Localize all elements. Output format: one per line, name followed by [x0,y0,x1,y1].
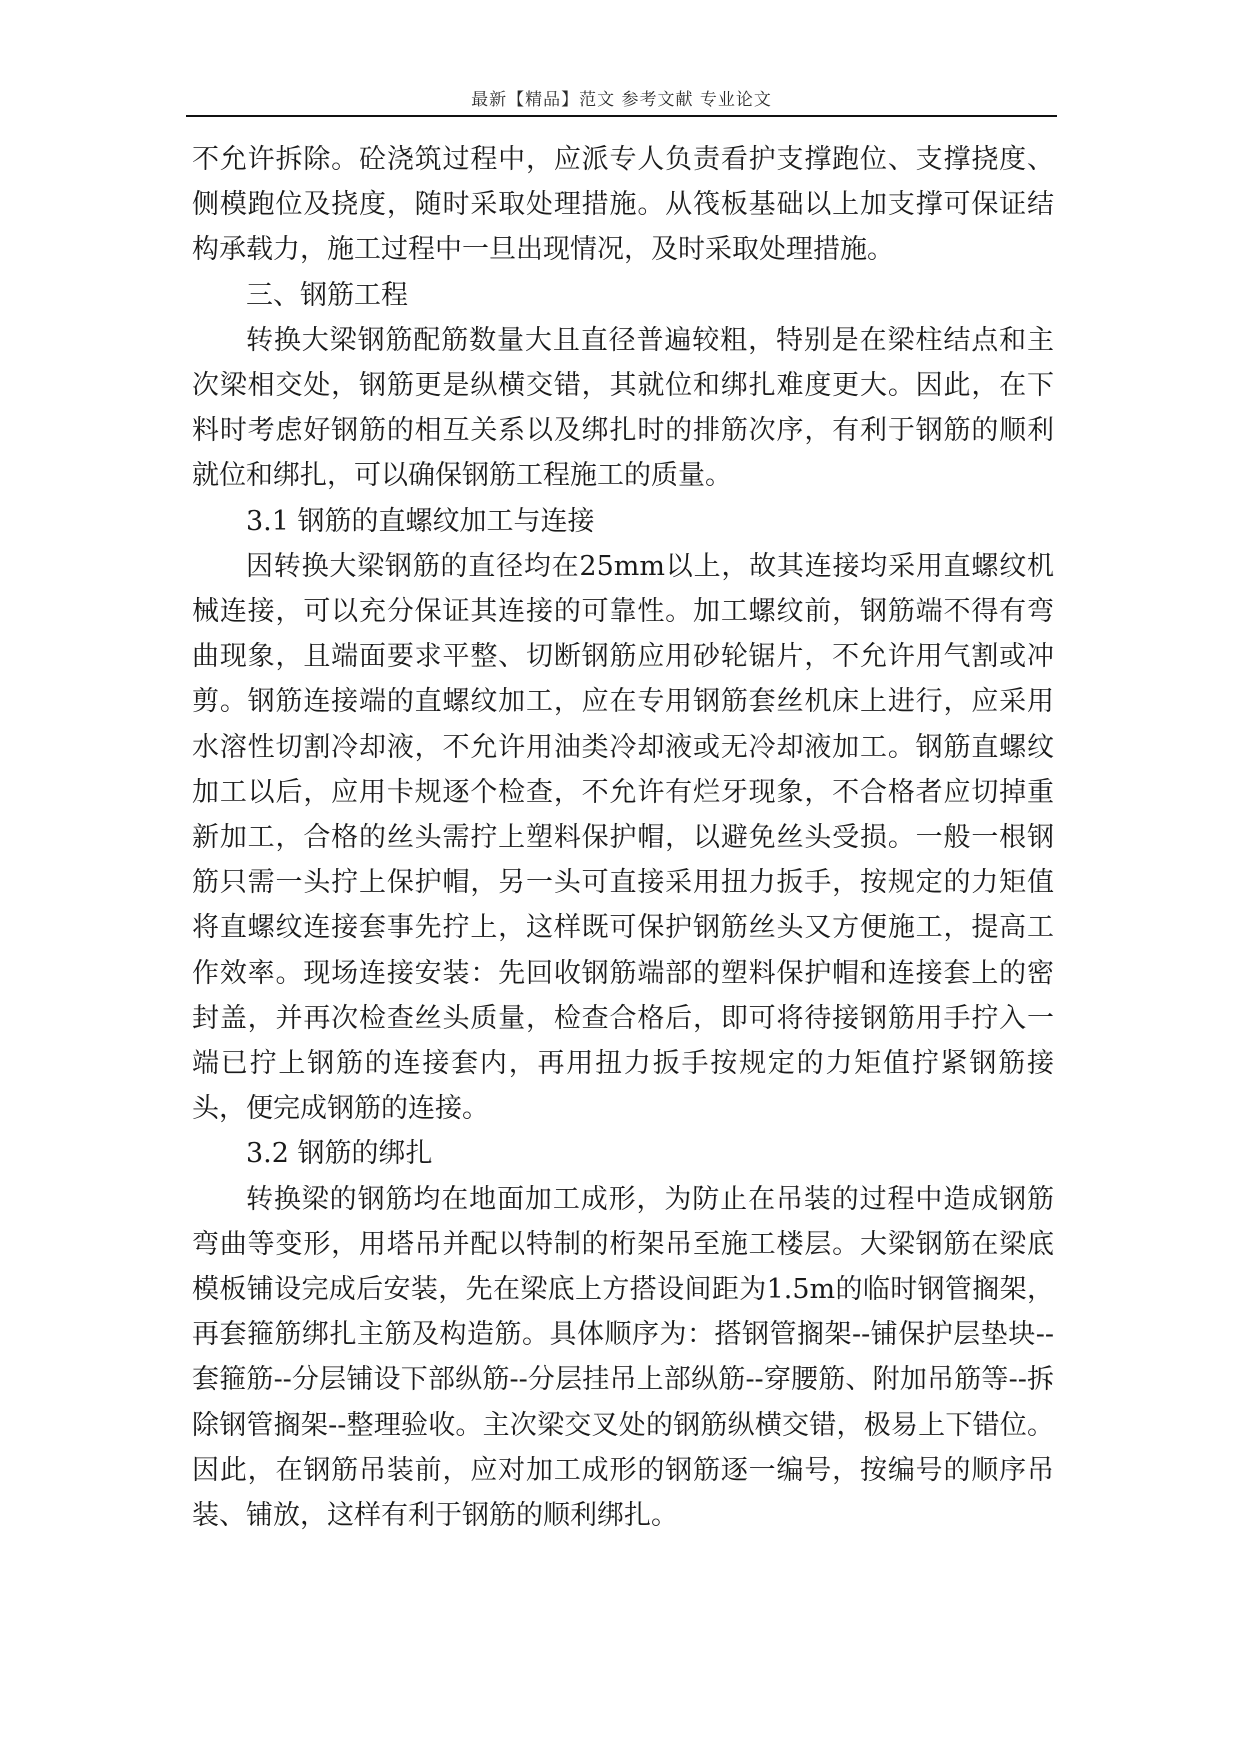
document-body [192,137,1054,1538]
section-heading-rebar-engineering: 三、钢筋工程 [246,279,408,311]
paragraph-rebar-binding: 转换梁的钢筋均在地面加工成形，为防止在吊装的过程中造成钢筋弯曲等变形，用塔吊并配以特制的桁架吊至施工楼层。大梁钢筋在梁底模板铺设完成后安装，先在梁底上方搭设间距为1.5m的临时钢管搁架，再套箍筋绑扎主筋及构造筋。具体顺序为：搭钢管搁架--铺保护层垫块--套箍筋--分层铺设下部纵筋--分层挂吊上部纵筋--穿腰筋、附加吊筋等--拆除钢管搁架--整理验收。主次梁交叉处的钢筋纵横交错，极易上下错位。因此，在钢筋吊装前，应对加工成形的钢筋逐一编号，按编号的顺序吊装、铺放，这样有利于钢筋的顺利绑扎。 [192,1183,1054,1532]
page-header: 最新【精品】范文 参考文献 专业论文 [471,90,772,110]
section-heading-rebar-binding: 3.2 钢筋的绑扎 [246,1138,433,1170]
header-divider [186,115,1057,117]
section-heading-thread-processing: 3.1 钢筋的直螺纹加工与连接 [246,505,595,537]
paragraph-rebar-intro: 转换大梁钢筋配筋数量大且直径普遍较粗，特别是在梁柱结点和主次梁相交处，钢筋更是纵横交错，其就位和绑扎难度更大。因此，在下料时考虑好钢筋的相互关系以及绑扎时的排筋次序，有利于钢筋的顺利就位和绑扎，可以确保钢筋工程施工的质量。 [192,324,1054,492]
paragraph-thread-processing: 因转换大梁钢筋的直径均在25mm以上，故其连接均采用直螺纹机械连接，可以充分保证其连接的可靠性。加工螺纹前，钢筋端不得有弯曲现象，且端面要求平整、切断钢筋应用砂轮锯片，不允许用气割或冲剪。钢筋连接端的直螺纹加工，应在专用钢筋套丝机床上进行，应采用水溶性切割冷却液，不允许用油类冷却液或无冷却液加工。钢筋直螺纹加工以后，应用卡规逐个检查，不允许有烂牙现象，不合格者应切掉重新加工，合格的丝头需拧上塑料保护帽，以避免丝头受损。一般一根钢筋只需一头拧上保护帽，另一头可直接采用扭力扳手，按规定的力矩值将直螺纹连接套事先拧上，这样既可保护钢筋丝头又方便施工，提高工作效率。现场连接安装：先回收钢筋端部的塑料保护帽和连接套上的密封盖，并再次检查丝头质量，检查合格后，即可将待接钢筋用手拧入一端已拧上钢筋的连接套内，再用扭力扳手按规定的力矩值拧紧钢筋接头，便完成钢筋的连接。 [192,550,1054,1125]
paragraph-continued: 不允许拆除。砼浇筑过程中，应派专人负责看护支撑跑位、支撑挠度、侧模跑位及挠度，随时采取处理措施。从筏板基础以上加支撑可保证结构承载力，施工过程中一旦出现情况，及时采取处理措施。 [192,144,1054,266]
